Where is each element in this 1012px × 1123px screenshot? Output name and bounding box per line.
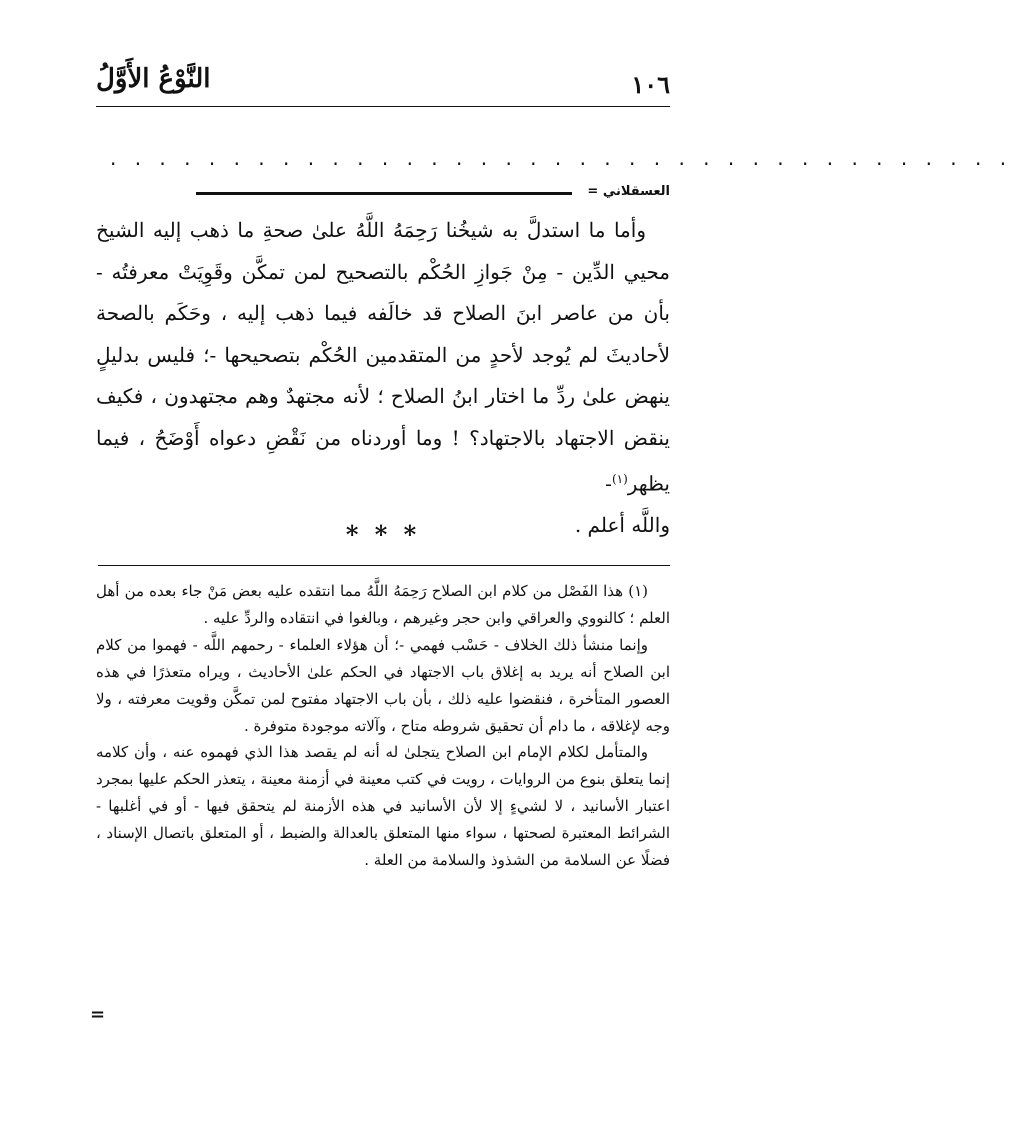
main-paragraph <box>96 210 670 505</box>
closing-line: واللَّه أعلم . <box>574 513 670 538</box>
separator-dots: . . . . . . . . . . . . . . . . . . . . . . . . . . . . . . . . . . . . . <box>110 146 1012 170</box>
section-stars: * * * <box>345 520 421 549</box>
footnote-1: (١) هذا الفَصْل من كلام ابن الصلاح رَحِمَهُ اللَّهُ مما انتقده عليه بعض مَنْ جاء بعده من أهل العلم ؛ كالنووي والعراقي وابن حجر وغيرهم ، وبالغوا في انتقاده والردِّ عليه . <box>96 582 670 627</box>
footnotes <box>96 578 670 874</box>
page-header <box>96 58 670 106</box>
running-title: النَّوْعُ الأَوَّلُ <box>96 64 211 94</box>
page-number: ١٠٦ <box>631 70 670 99</box>
footnote-reference[interactable]: (١) <box>611 472 628 486</box>
header-rule <box>96 106 670 107</box>
footnote-paragraph-2: وإنما منشأ ذلك الخلاف - حَسْب فهمي -؛ أن هؤلاء العلماء - رحمهم اللَّه - فهموا من كلام ابن الصلاح أنه يريد به إغلاق باب الاجتهاد في الحكم علىٰ الأحاديث ، ويراه متعذرًا في هذه العصور المتأخرة ، فنقضوا عليه ذلك ، بأن باب الاجتهاد مفتوح لمن تمكَّن وقويت معرفته ، ولا وجه لإغلاقه ، ما دام أن تحقيق شروطه متاح ، وآلاته موجودة متوفرة . <box>96 635 670 735</box>
footnote-rule <box>98 565 670 566</box>
paragraph-dash: - <box>605 471 612 496</box>
source-rule <box>196 192 572 195</box>
main-text <box>96 210 670 547</box>
footnote-continuation-mark: = <box>90 1004 106 1025</box>
source-row <box>96 184 670 204</box>
paragraph-text: وأما ما استدلَّ به شيخُنا رَحِمَهُ اللَّهُ علىٰ صحةِ ما ذهب إليه الشيخ محيي الدِّين - مِنْ جَوازِ الحُكْم بالتصحيح لمن تمكَّن وقَوِيَتْ معرفتُه - بأن من عاصر ابنَ الصلاح قد خالَفه فيما ذهب إليه ، وحَكَم بالصحة لأحاديثَ لم يُوجد لأحدٍ من المتقدمين الحُكْم بتصحيحها -؛ فليس بدليلٍ ينهض علىٰ ردِّ ما اختار ابنُ الصلاح ؛ لأنه مجتهدٌ وهم مجتهدون ، فكيف ينقض الاجتهاد بالاجتهاد؟ ! وما أوردناه من نَقْضِ دعواه أَوْضَحُ ، فيما يظهر <box>96 218 670 496</box>
source-label: العسقلاني = <box>587 184 670 199</box>
footnote-paragraph-3: والمتأمل لكلام الإمام ابن الصلاح يتجلىٰ له أنه لم يقصد هذا الذي فهموه عنه ، وأن كلامه إنما يتعلق بنوع من الروايات ، رويت في كتب معينة في أزمنة معينة ، يتعذر الحكم عليها بمجرد اعتبار الأسانيد ، لا لشيءٍ إلا لأن الأسانيد في هذه الأزمنة لم يتحقق فيها - أو في أغلبها - الشرائط المعتبرة لصحتها ، سواء منها المتعلق بالعدالة والضبط ، أو المتعلق باتصال الإسناد ، فضلًا عن السلامة من الشذوذ والسلامة من العلة . <box>96 743 670 870</box>
